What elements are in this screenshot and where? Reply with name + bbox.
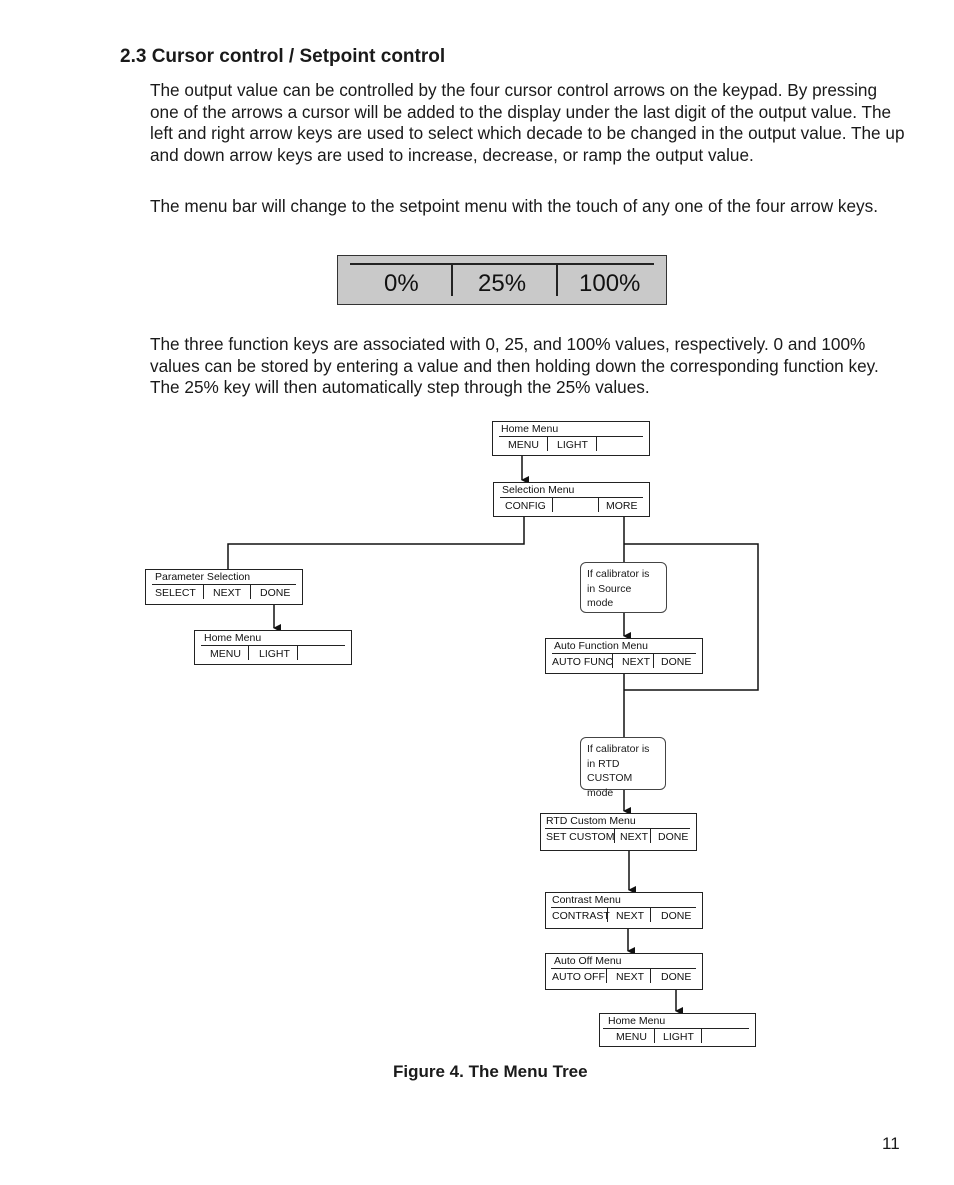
- done-key: DONE: [661, 971, 692, 983]
- auto-func-key: AUTO FUNC: [552, 656, 614, 668]
- key-divider: [701, 1028, 702, 1043]
- key-divider: [552, 497, 553, 512]
- key-divider: [614, 828, 615, 843]
- menu-title: Parameter Selection: [155, 571, 251, 583]
- key-divider: [606, 968, 607, 983]
- rtd-custom-menu: [540, 813, 697, 851]
- done-key: DONE: [260, 587, 291, 599]
- menu-title: RTD Custom Menu: [546, 815, 636, 827]
- home-menu-bottom: [599, 1013, 756, 1047]
- function-key-25-percent: 25%: [478, 270, 527, 297]
- menu-title: Home Menu: [608, 1015, 666, 1027]
- section-heading: 2.3 Cursor control / Setpoint control: [120, 46, 446, 67]
- auto-off-key: AUTO OFF: [552, 971, 605, 983]
- menu-rule: [551, 968, 696, 969]
- menu-rule: [545, 828, 690, 829]
- note-rtd-custom-mode: If calibrator is in RTD CUSTOM mode: [580, 737, 666, 790]
- done-key: DONE: [658, 831, 689, 843]
- next-key: NEXT: [616, 971, 645, 983]
- menu-title: Auto Off Menu: [554, 955, 622, 967]
- menu-title: Home Menu: [501, 423, 559, 435]
- selection-menu: [493, 482, 650, 517]
- key-divider: [203, 584, 204, 599]
- light-key: LIGHT: [557, 439, 588, 451]
- key-divider: [250, 584, 251, 599]
- light-key: LIGHT: [663, 1031, 694, 1043]
- key-divider: [650, 968, 651, 983]
- menu-title: Contrast Menu: [552, 894, 621, 906]
- done-key: DONE: [661, 910, 692, 922]
- key-divider: [607, 907, 608, 922]
- function-key-100-percent: 100%: [579, 270, 641, 297]
- menu-rule: [603, 1028, 749, 1029]
- key-divider: [547, 436, 548, 451]
- page-number: 11: [882, 1134, 900, 1153]
- note-source-mode: If calibrator is in Source mode: [580, 562, 667, 613]
- set-custom-key: SET CUSTOM: [546, 831, 615, 843]
- menu-rule: [499, 436, 643, 437]
- home-menu-left: [194, 630, 352, 665]
- key-divider: [653, 653, 654, 668]
- home-menu-top: [492, 421, 650, 456]
- key-divider: [654, 1028, 655, 1043]
- figure-caption: Figure 4. The Menu Tree: [393, 1062, 588, 1081]
- menu-key: MENU: [508, 439, 539, 451]
- menu-title: Selection Menu: [502, 484, 575, 496]
- config-key: CONFIG: [505, 500, 546, 512]
- next-key: NEXT: [620, 831, 649, 843]
- contrast-menu: [545, 892, 703, 929]
- menu-rule: [552, 653, 696, 654]
- menu-rule: [152, 584, 296, 585]
- paragraph-cursor-control: The output value can be controlled by the four cursor control arrows on the keypad. By pressing one of the arrows a cursor will be added to the display under the last digit of the output value. The left and right arrow keys are used to select which decade to be changed in the output value. The up and down arrow keys are used to increase, decrease, or ramp the output value.: [150, 80, 905, 165]
- contrast-key: CONTRAST: [552, 910, 610, 922]
- menu-rule: [201, 645, 345, 646]
- key-divider: [596, 436, 597, 451]
- auto-off-menu: [545, 953, 703, 990]
- key-divider: [598, 497, 599, 512]
- light-key: LIGHT: [259, 648, 290, 660]
- menu-rule: [500, 497, 643, 498]
- more-key: MORE: [606, 500, 638, 512]
- menu-key: MENU: [210, 648, 241, 660]
- key-divider: [650, 828, 651, 843]
- paragraph-function-keys: The three function keys are associated with 0, 25, and 100% values, respectively. 0 and 100% values can be stored by entering a value and then holding down the corresponding function key. The 25% key will then automatically step through the 25% values.: [150, 334, 879, 398]
- key-divider: [248, 645, 249, 660]
- menu-rule: [551, 907, 696, 908]
- paragraph-setpoint-menu: The menu bar will change to the setpoint menu with the touch of any one of the four arrow keys.: [150, 196, 879, 216]
- next-key: NEXT: [616, 910, 645, 922]
- select-key: SELECT: [155, 587, 196, 599]
- parameter-selection-menu: [145, 569, 303, 605]
- key-divider: [297, 645, 298, 660]
- menu-key: MENU: [616, 1031, 647, 1043]
- key-divider: [612, 653, 613, 668]
- next-key: NEXT: [213, 587, 242, 599]
- menu-title: Auto Function Menu: [554, 640, 648, 652]
- next-key: NEXT: [622, 656, 651, 668]
- function-key-0-percent: 0%: [384, 270, 419, 297]
- auto-function-menu: [545, 638, 703, 674]
- menu-title: Home Menu: [204, 632, 262, 644]
- done-key: DONE: [661, 656, 692, 668]
- key-divider: [650, 907, 651, 922]
